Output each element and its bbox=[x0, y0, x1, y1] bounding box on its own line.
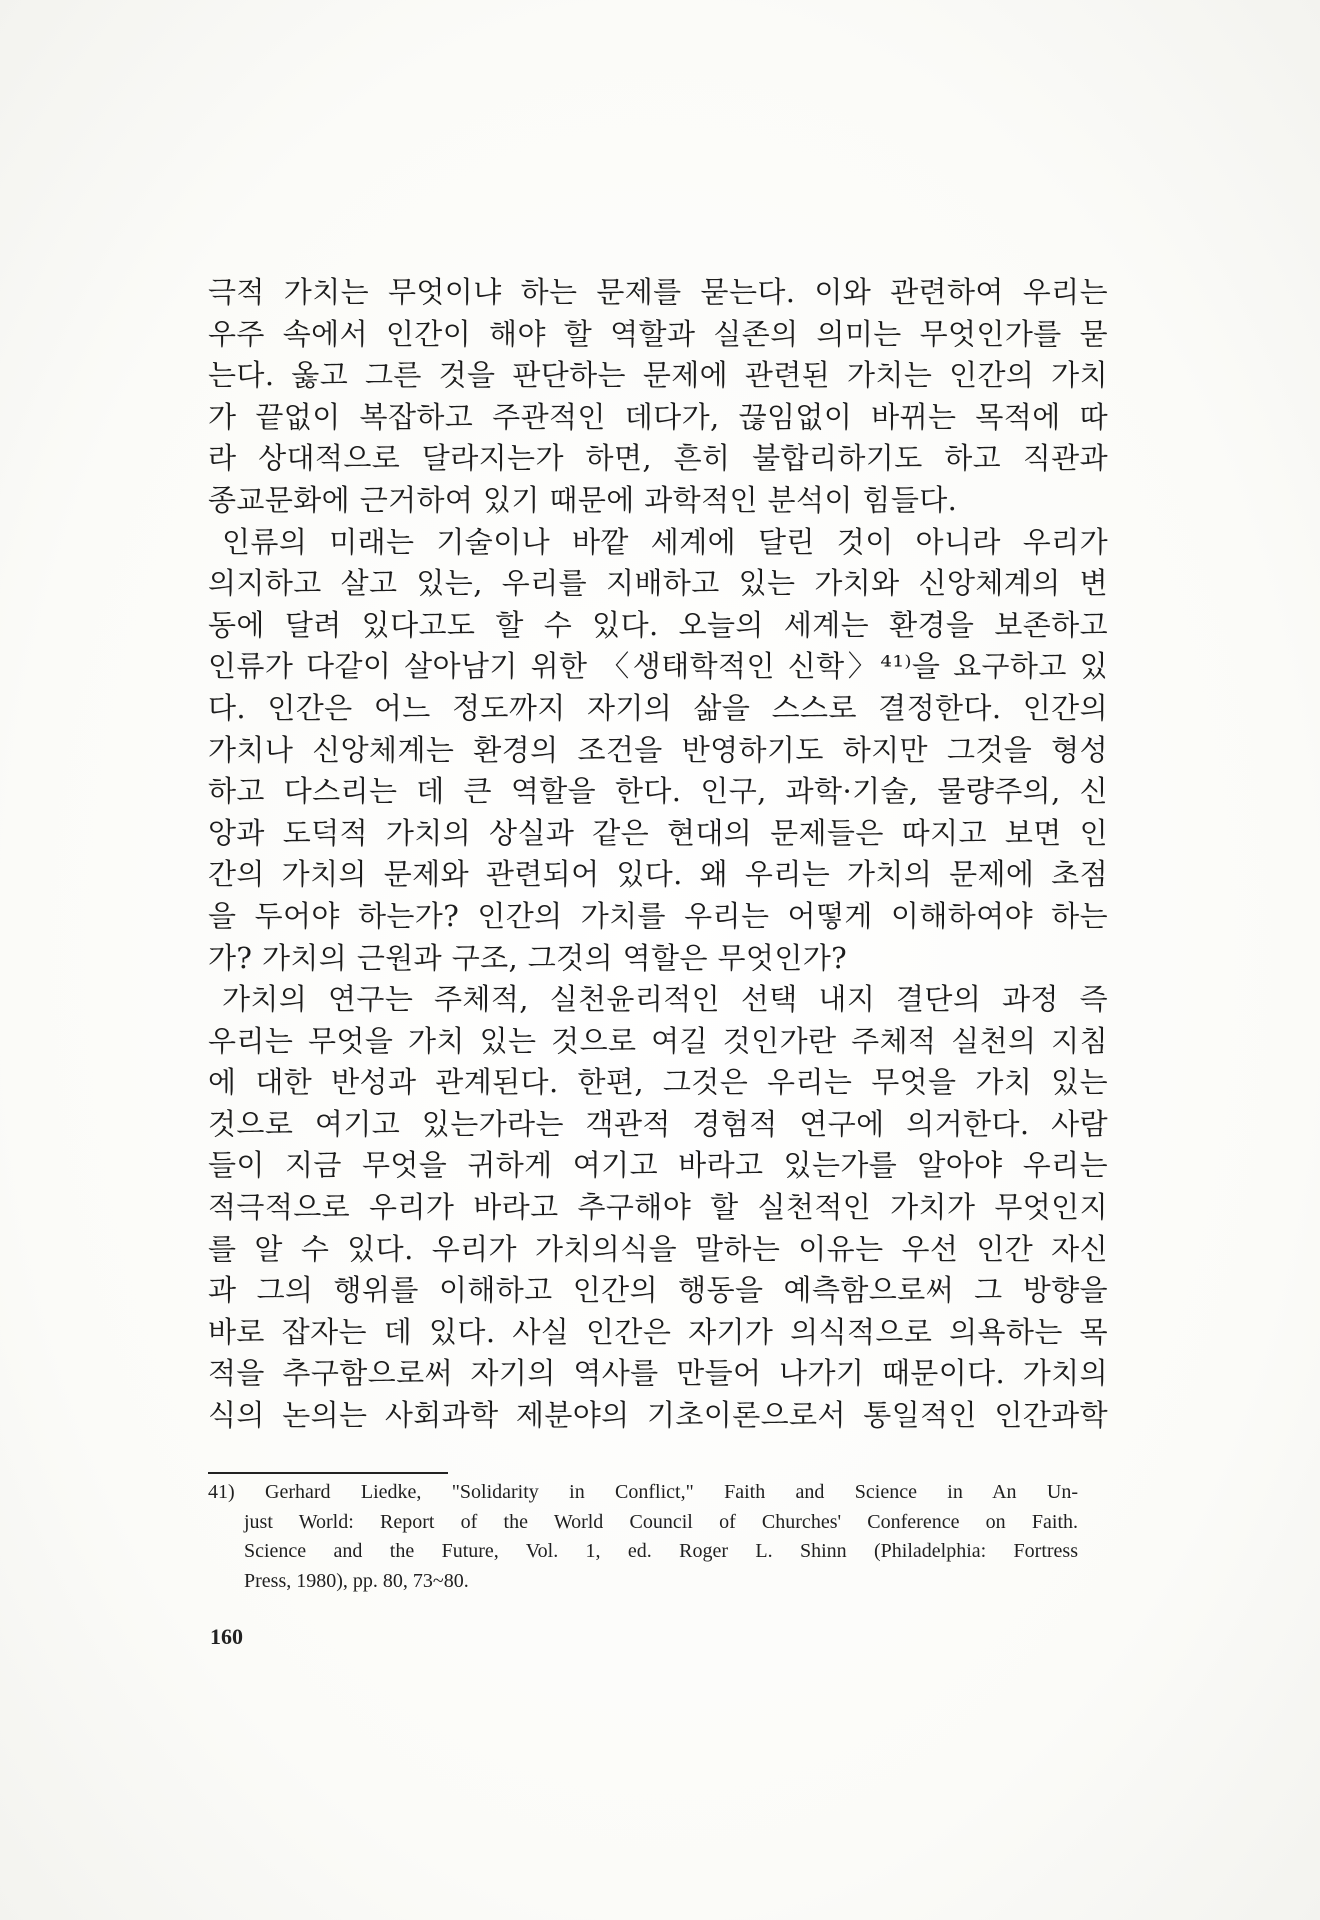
body-line: 하고 다스리는 데 큰 역할을 한다. 인구, 과학·기술, 물량주의, 신 bbox=[208, 774, 1108, 809]
body-text bbox=[208, 272, 1108, 1437]
body-line: 적을 추구함으로써 자기의 역사를 만들어 나가기 때문이다. 가치의 bbox=[208, 1356, 1108, 1391]
body-line: 과 그의 행위를 이해하고 인간의 행동을 예측함으로써 그 방향을 bbox=[208, 1273, 1108, 1308]
footnote-line: 41) Gerhard Liedke, "Solidarity in Conflict," Faith and Science in An Un- bbox=[208, 1481, 1078, 1503]
body-line: 앙과 도덕적 가치의 상실과 같은 현대의 문제들은 따지고 보면 인 bbox=[208, 815, 1108, 850]
body-line: 것으로 여기고 있는가라는 객관적 경험적 연구에 의거한다. 사람 bbox=[208, 1106, 1108, 1141]
body-line: 바로 잡자는 데 있다. 사실 인간은 자기가 의식적으로 의욕하는 목 bbox=[208, 1314, 1108, 1349]
footnote-line: Science and the Future, Vol. 1, ed. Roger L. Shinn (Philadelphia: Fortress bbox=[244, 1540, 1078, 1563]
body-line: 간의 가치의 문제와 관련되어 있다. 왜 우리는 가치의 문제에 초점 bbox=[208, 857, 1108, 892]
paragraph-first-line: 가치의 연구는 주체적, 실천윤리적인 선택 내지 결단의 과정 즉 bbox=[222, 982, 1108, 1017]
body-line: 라 상대적으로 달라지는가 하면, 흔히 불합리하기도 하고 직관과 bbox=[208, 441, 1108, 476]
body-line: 식의 논의는 사회과학 제분야의 기초이론으로서 통일적인 인간과학 bbox=[208, 1398, 1108, 1433]
body-line: 가치나 신앙체계는 환경의 조건을 반영하기도 하지만 그것을 형성 bbox=[208, 732, 1108, 767]
footnote-line: just World: Report of the World Council of Churches' Conference on Faith. bbox=[244, 1510, 1078, 1533]
body-line: 가? 가치의 근원과 구조, 그것의 역할은 무엇인가? bbox=[208, 940, 848, 975]
footnote-line: Press, 1980), pp. 80, 73~80. bbox=[244, 1569, 469, 1592]
body-line: 에 대한 반성과 관계된다. 한편, 그것은 우리는 무엇을 가치 있는 bbox=[208, 1065, 1108, 1100]
body-line: 들이 지금 무엇을 귀하게 여기고 바라고 있는가를 알아야 우리는 bbox=[208, 1148, 1108, 1183]
body-line: 의지하고 살고 있는, 우리를 지배하고 있는 가치와 신앙체계의 변 bbox=[208, 566, 1108, 601]
body-line: 는다. 옳고 그른 것을 판단하는 문제에 관련된 가치는 인간의 가치 bbox=[208, 358, 1108, 393]
paragraph-first-line: 인류의 미래는 기술이나 바깥 세계에 달린 것이 아니라 우리가 bbox=[222, 524, 1108, 559]
body-line: 인류가 다같이 살아남기 위한 〈생태학적인 신학〉⁴¹⁾을 요구하고 있 bbox=[208, 649, 1108, 684]
body-line: 을 두어야 하는가? 인간의 가치를 우리는 어떻게 이해하여야 하는 bbox=[208, 898, 1108, 933]
body-line: 다. 인간은 어느 정도까지 자기의 삶을 스스로 결정한다. 인간의 bbox=[208, 690, 1108, 725]
body-line: 가 끝없이 복잡하고 주관적인 데다가, 끊임없이 바뀌는 목적에 따 bbox=[208, 399, 1108, 434]
body-line: 적극적으로 우리가 바라고 추구해야 할 실천적인 가치가 무엇인지 bbox=[208, 1190, 1108, 1225]
page-number: 160 bbox=[210, 1624, 243, 1649]
body-line: 종교문화에 근거하여 있기 때문에 과학적인 분석이 힘들다. bbox=[208, 482, 958, 517]
footnote-divider bbox=[208, 1472, 448, 1474]
body-line: 를 알 수 있다. 우리가 가치의식을 말하는 이유는 우선 인간 자신 bbox=[208, 1231, 1108, 1266]
body-line: 우리는 무엇을 가치 있는 것으로 여길 것인가란 주체적 실천의 지침 bbox=[208, 1023, 1108, 1058]
body-line: 동에 달려 있다고도 할 수 있다. 오늘의 세계는 환경을 보존하고 bbox=[208, 607, 1108, 642]
body-line: 우주 속에서 인간이 해야 할 역할과 실존의 의미는 무엇인가를 묻 bbox=[208, 316, 1108, 351]
body-line: 극적 가치는 무엇이냐 하는 문제를 묻는다. 이와 관련하여 우리는 bbox=[208, 275, 1108, 309]
footnotes bbox=[208, 1478, 1078, 1596]
